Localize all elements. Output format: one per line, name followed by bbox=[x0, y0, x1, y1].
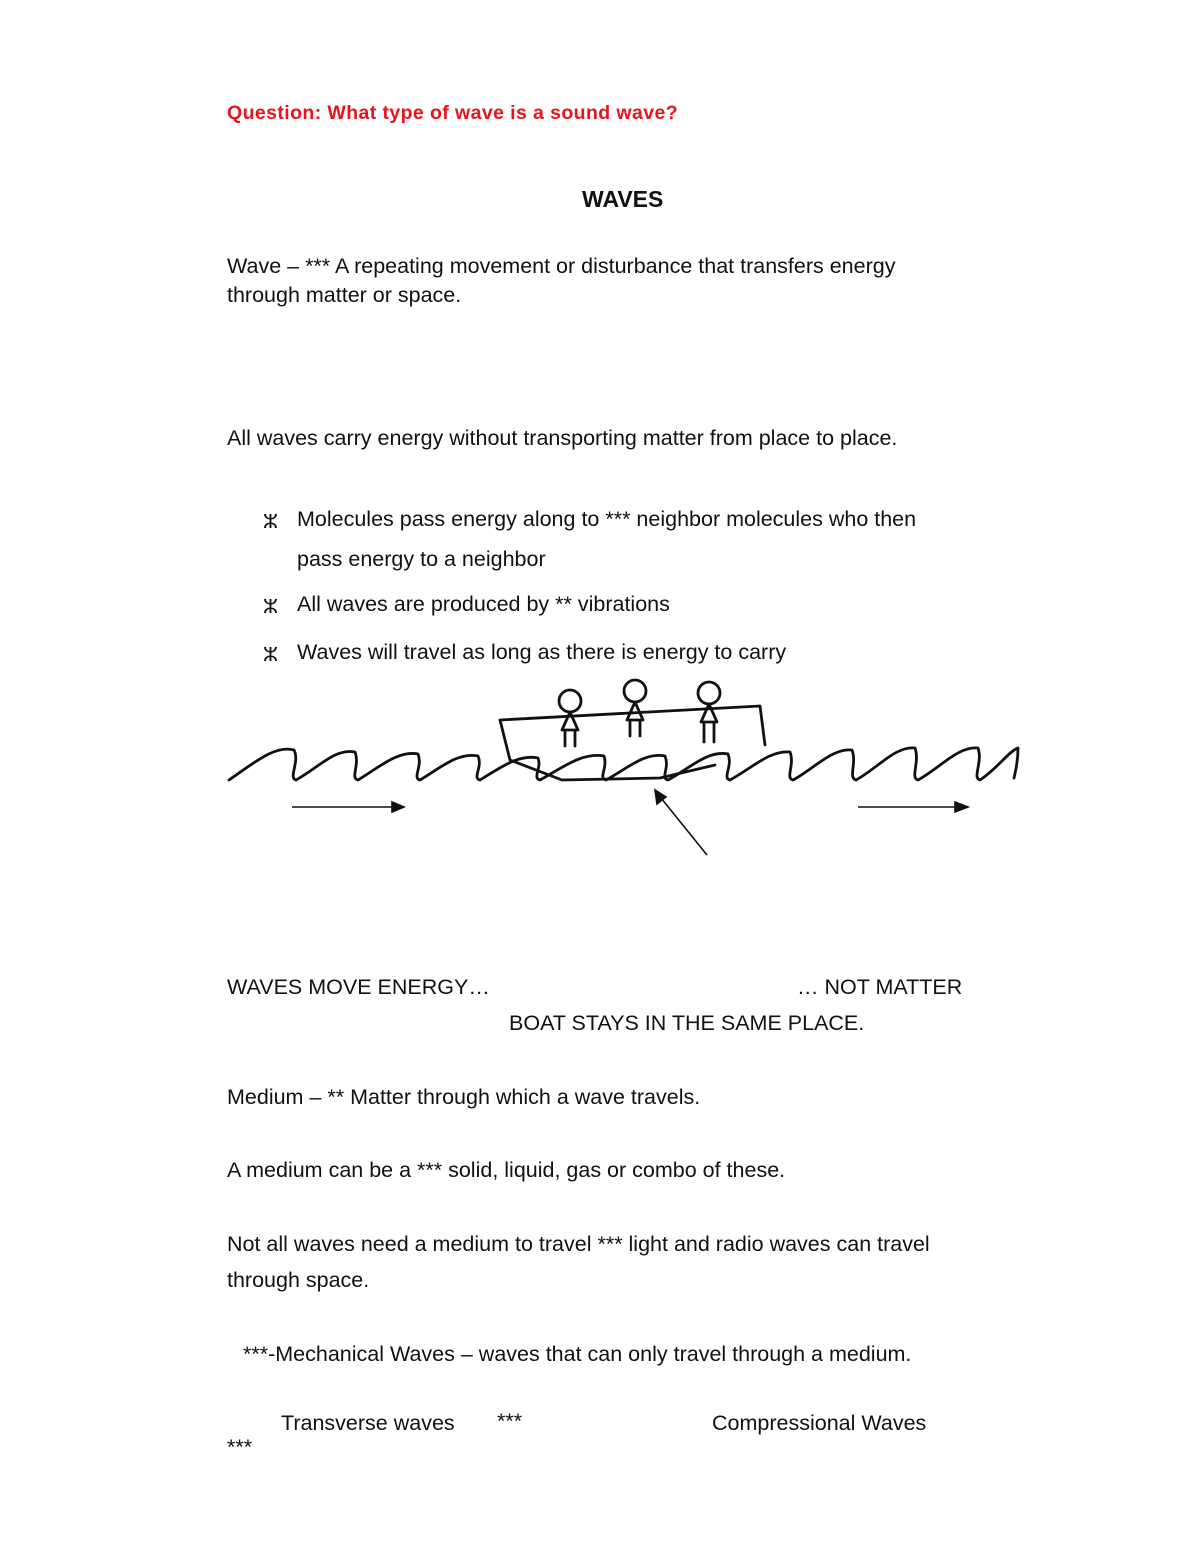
wave-definition-line-1: Wave – *** A repeating movement or disturbance that transfers energy bbox=[227, 254, 896, 278]
medium-types: A medium can be a *** solid, liquid, gas or combo of these. bbox=[227, 1158, 786, 1182]
wave-definition-line-2: through matter or space. bbox=[227, 283, 462, 307]
medium-definition: Medium – ** Matter through which a wave travels. bbox=[227, 1085, 701, 1109]
arrowhead bbox=[955, 802, 968, 812]
page-title: WAVES bbox=[582, 186, 664, 212]
person-body bbox=[627, 702, 643, 736]
not-all-waves-line-2: through space. bbox=[227, 1268, 370, 1292]
not-all-waves-line-1: Not all waves need a medium to travel *** light and radio waves can travel bbox=[227, 1232, 930, 1256]
compressional-waves-label: Compressional Waves bbox=[712, 1411, 927, 1435]
diagram-caption-right: … NOT MATTER bbox=[797, 975, 963, 999]
person-head bbox=[624, 680, 646, 702]
all-waves-statement: All waves carry energy without transporting matter from place to place. bbox=[227, 426, 898, 450]
person-head bbox=[559, 690, 581, 712]
bullet-item-energy: Waves will travel as long as there is energy to carry bbox=[297, 640, 787, 664]
bullet-marker: ⵣ bbox=[263, 645, 278, 666]
ocean-wave bbox=[229, 748, 1018, 780]
bullet-item-molecules-continued: pass energy to a neighbor bbox=[297, 547, 546, 571]
arrowhead bbox=[392, 802, 404, 812]
mechanical-waves-definition: ***-Mechanical Waves – waves that can only travel through a medium. bbox=[243, 1342, 912, 1366]
boat-hull bbox=[500, 706, 765, 780]
transverse-waves-label: Transverse waves bbox=[281, 1411, 455, 1435]
question-heading: Question: What type of wave is a sound wave? bbox=[227, 102, 679, 124]
bullet-item-vibrations: All waves are produced by ** vibrations bbox=[297, 592, 670, 616]
transverse-waves-stars: *** bbox=[497, 1409, 523, 1433]
bullet-marker: ⵣ bbox=[263, 597, 278, 618]
compressional-waves-stars: *** bbox=[227, 1435, 253, 1459]
bullet-item-molecules: Molecules pass energy along to *** neighbor molecules who then bbox=[297, 507, 917, 531]
bullet-marker: ⵣ bbox=[263, 512, 278, 533]
person-head bbox=[698, 682, 720, 704]
diagram-caption-boat: BOAT STAYS IN THE SAME PLACE. bbox=[509, 1011, 865, 1035]
diagram-caption-left: WAVES MOVE ENERGY… bbox=[227, 975, 490, 999]
arrow-pointer-boat bbox=[661, 798, 707, 855]
